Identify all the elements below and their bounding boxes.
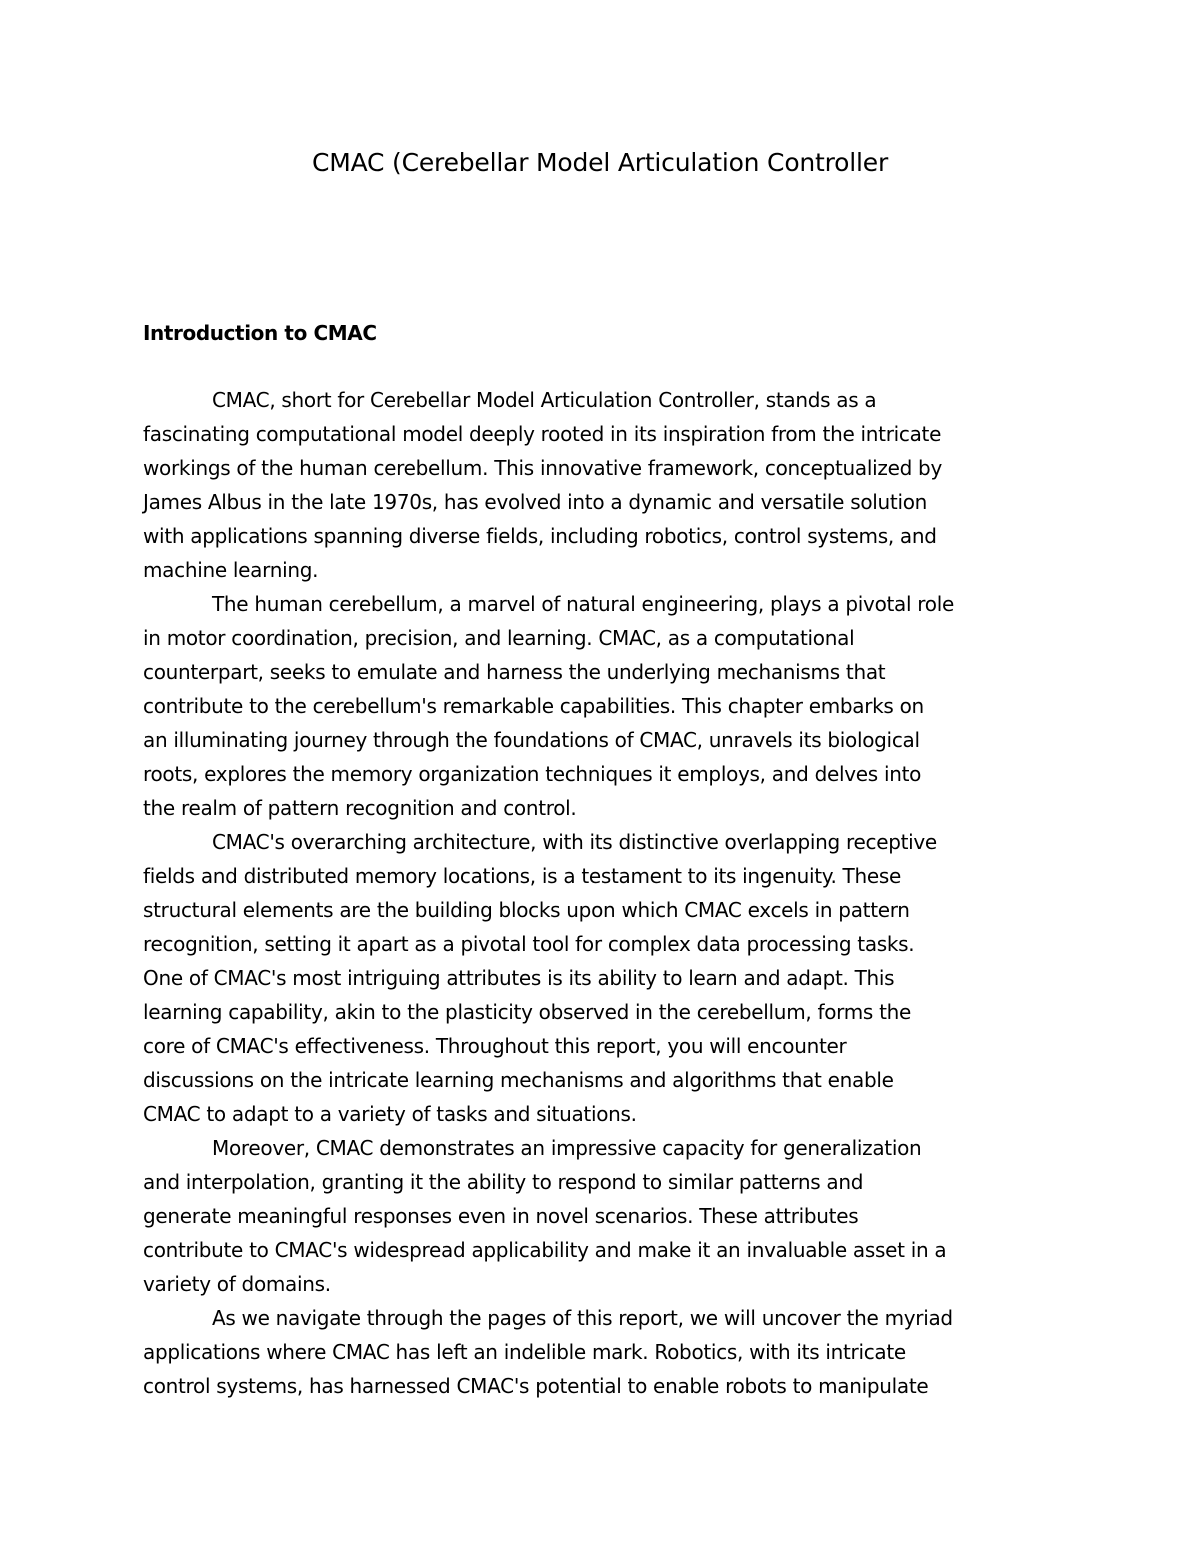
text-line: core of CMAC's effectiveness. Throughout this report, you will encounter: [143, 1034, 847, 1058]
text-line: CMAC's overarching architecture, with its distinctive overlapping receptive: [212, 830, 937, 854]
text-line: counterpart, seeks to emulate and harness the underlying mechanisms that: [143, 660, 886, 684]
text-line: discussions on the intricate learning mechanisms and algorithms that enable: [143, 1068, 894, 1092]
text-line: CMAC, short for Cerebellar Model Articulation Controller, stands as a: [212, 388, 877, 412]
text-line: contribute to the cerebellum's remarkable capabilities. This chapter embarks on: [143, 694, 924, 718]
paragraph-5: [143, 1301, 1058, 1403]
text-line: machine learning.: [143, 558, 319, 582]
text-line: variety of domains.: [143, 1272, 331, 1296]
text-line: recognition, setting it apart as a pivotal tool for complex data processing tasks.: [143, 932, 915, 956]
text-line: CMAC to adapt to a variety of tasks and situations.: [143, 1102, 637, 1126]
text-line: the realm of pattern recognition and control.: [143, 796, 577, 820]
text-line: roots, explores the memory organization techniques it employs, and delves into: [143, 762, 922, 786]
text-line: control systems, has harnessed CMAC's potential to enable robots to manipulate: [143, 1374, 929, 1398]
text-line: structural elements are the building blocks upon which CMAC excels in pattern: [143, 898, 910, 922]
paragraph-2: [143, 587, 1058, 825]
section-heading: Introduction to CMAC: [143, 321, 377, 345]
text-line: an illuminating journey through the foundations of CMAC, unravels its biological: [143, 728, 920, 752]
text-line: As we navigate through the pages of this report, we will uncover the myriad: [212, 1306, 953, 1330]
text-line: with applications spanning diverse fields, including robotics, control systems, and: [143, 524, 937, 548]
text-line: fields and distributed memory locations, is a testament to its ingenuity. These: [143, 864, 901, 888]
text-line: learning capability, akin to the plasticity observed in the cerebellum, forms the: [143, 1000, 912, 1024]
body-text: [143, 383, 1058, 1403]
text-line: The human cerebellum, a marvel of natural engineering, plays a pivotal role: [212, 592, 954, 616]
paragraph-1: [143, 383, 1058, 587]
paragraph-3: [143, 825, 1058, 1131]
text-line: generate meaningful responses even in novel scenarios. These attributes: [143, 1204, 859, 1228]
text-line: James Albus in the late 1970s, has evolved into a dynamic and versatile solution: [143, 490, 928, 514]
text-line: workings of the human cerebellum. This innovative framework, conceptualized by: [143, 456, 942, 480]
text-line: contribute to CMAC's widespread applicability and make it an invaluable asset in a: [143, 1238, 947, 1262]
text-line: Moreover, CMAC demonstrates an impressive capacity for generalization: [212, 1136, 922, 1160]
text-line: applications where CMAC has left an indelible mark. Robotics, with its intricate: [143, 1340, 906, 1364]
text-line: and interpolation, granting it the ability to respond to similar patterns and: [143, 1170, 864, 1194]
text-line: in motor coordination, precision, and learning. CMAC, as a computational: [143, 626, 855, 650]
document-title: CMAC (Cerebellar Model Articulation Controller: [311, 148, 889, 177]
text-line: fascinating computational model deeply rooted in its inspiration from the intricate: [143, 422, 942, 446]
paragraph-4: [143, 1131, 1058, 1301]
text-line: One of CMAC's most intriguing attributes is its ability to learn and adapt. This: [143, 966, 895, 990]
